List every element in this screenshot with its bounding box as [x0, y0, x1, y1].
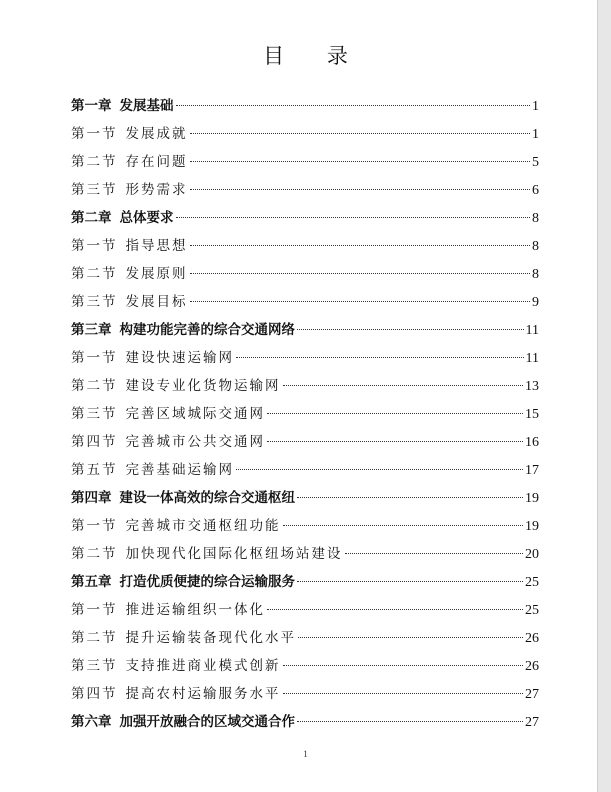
toc-section: [71, 400, 539, 428]
toc-entry-number: 第四节: [71, 434, 118, 450]
toc-entry-number: 第一章: [71, 98, 112, 114]
toc-entry-title: 建设专业化货物运输网: [125, 378, 281, 394]
toc-entry-title: 建设一体高效的综合交通枢纽: [119, 490, 295, 506]
toc-entry-title: 打造优质便捷的综合运输服务: [119, 574, 295, 590]
toc-entry-page: 17: [525, 463, 539, 478]
toc-entry-page: 9: [532, 295, 539, 310]
toc-entry-page: 8: [532, 267, 539, 282]
toc-entry-number: 第二节: [71, 154, 118, 170]
toc-entry-page: 6: [532, 183, 539, 198]
toc-section: [71, 288, 539, 316]
toc-entry-title: 存在问题: [125, 154, 188, 170]
toc-entry-number: 第一节: [71, 602, 118, 618]
toc-entry-title: 总体要求: [119, 210, 174, 226]
toc-section: [71, 176, 539, 204]
dot-leader: [297, 497, 523, 498]
toc-entry-number: 第一节: [71, 350, 118, 366]
toc-entry-page: 27: [525, 687, 539, 702]
toc-entry-page: 26: [525, 631, 539, 646]
dot-leader: [297, 721, 523, 722]
toc-entry-page: 13: [525, 379, 539, 394]
toc-entry-number: 第二节: [71, 630, 118, 646]
dot-leader: [267, 413, 523, 414]
toc-entry-title: 发展成就: [125, 126, 188, 142]
toc-entry-number: 第六章: [71, 714, 112, 730]
toc-entry-title: 形势需求: [125, 182, 188, 198]
toc-entry-number: 第四节: [71, 686, 118, 702]
toc-section: [71, 456, 539, 484]
toc-entry-page: 26: [525, 659, 539, 674]
toc-entry-title: 构建功能完善的综合交通网络: [119, 322, 295, 338]
toc-entry-number: 第三节: [71, 294, 118, 310]
toc-section: [71, 540, 539, 568]
toc-entry-page: 8: [532, 211, 539, 226]
toc-entry-number: 第四章: [71, 490, 112, 506]
toc-entry-page: 15: [525, 407, 539, 422]
toc-section: [71, 344, 539, 372]
toc-entry-title: 完善城市交通枢纽功能: [125, 518, 281, 534]
toc-entry-title: 建设快速运输网: [125, 350, 234, 366]
toc-section: [71, 680, 539, 708]
toc-chapter-6: [71, 708, 539, 736]
table-of-contents: [71, 92, 539, 736]
toc-chapter-5: [71, 568, 539, 596]
toc-entry-page: 1: [532, 99, 539, 114]
toc-section: [71, 372, 539, 400]
toc-entry-number: 第三节: [71, 658, 118, 674]
toc-entry-number: 第五节: [71, 462, 118, 478]
toc-chapter-2: [71, 204, 539, 232]
dot-leader: [297, 329, 524, 330]
toc-section: [71, 624, 539, 652]
dot-leader: [298, 637, 523, 638]
toc-entry-page: 25: [525, 603, 539, 618]
toc-entry-number: 第一节: [71, 518, 118, 534]
toc-chapter-4: [71, 484, 539, 512]
toc-entry-number: 第五章: [71, 574, 112, 590]
toc-entry-title: 完善基础运输网: [125, 462, 234, 478]
dot-leader: [236, 469, 523, 470]
dot-leader: [190, 301, 531, 302]
toc-section: [71, 596, 539, 624]
dot-leader: [267, 609, 523, 610]
dot-leader: [176, 217, 531, 218]
toc-entry-title: 指导思想: [125, 238, 188, 254]
toc-section: [71, 652, 539, 680]
toc-entry-number: 第一节: [71, 238, 118, 254]
toc-entry-page: 25: [525, 575, 539, 590]
toc-entry-number: 第二节: [71, 546, 118, 562]
toc-entry-number: 第三章: [71, 322, 112, 338]
toc-entry-title: 发展基础: [119, 98, 174, 114]
toc-entry-number: 第二节: [71, 378, 118, 394]
dot-leader: [267, 441, 523, 442]
dot-leader: [190, 133, 531, 134]
toc-entry-page: 1: [532, 127, 539, 142]
dot-leader: [283, 693, 524, 694]
toc-entry-page: 5: [532, 155, 539, 170]
toc-section: [71, 512, 539, 540]
toc-entry-title: 加强开放融合的区域交通合作: [119, 714, 295, 730]
page-title: 目 录: [263, 44, 366, 68]
toc-entry-number: 第三节: [71, 182, 118, 198]
toc-entry-title: 完善区域城际交通网: [125, 406, 265, 422]
toc-entry-title: 支持推进商业模式创新: [125, 658, 281, 674]
toc-entry-title: 发展原则: [125, 266, 188, 282]
toc-chapter-3: [71, 316, 539, 344]
toc-section: [71, 260, 539, 288]
dot-leader: [190, 161, 531, 162]
dot-leader: [345, 553, 524, 554]
toc-entry-title: 推进运输组织一体化: [125, 602, 265, 618]
toc-entry-page: 19: [525, 491, 539, 506]
toc-section: [71, 232, 539, 260]
dot-leader: [190, 273, 531, 274]
toc-entry-number: 第二章: [71, 210, 112, 226]
toc-chapter-1: [71, 92, 539, 120]
toc-entry-number: 第三节: [71, 406, 118, 422]
toc-section: [71, 148, 539, 176]
toc-entry-number: 第二节: [71, 266, 118, 282]
viewer-edge: [597, 0, 611, 792]
toc-entry-title: 提升运输装备现代化水平: [125, 630, 296, 646]
toc-entry-page: 16: [525, 435, 539, 450]
page-number: 1: [303, 749, 308, 759]
toc-entry-page: 8: [532, 239, 539, 254]
dot-leader: [236, 357, 524, 358]
dot-leader: [283, 525, 524, 526]
toc-entry-page: 20: [525, 547, 539, 562]
dot-leader: [176, 105, 531, 106]
dot-leader: [190, 189, 531, 190]
toc-section: [71, 120, 539, 148]
dot-leader: [190, 245, 531, 246]
toc-entry-page: 11: [525, 351, 539, 366]
toc-entry-page: 11: [525, 323, 539, 338]
toc-entry-page: 19: [525, 519, 539, 534]
toc-entry-page: 27: [525, 715, 539, 730]
toc-entry-number: 第一节: [71, 126, 118, 142]
toc-entry-title: 提高农村运输服务水平: [125, 686, 281, 702]
toc-section: [71, 428, 539, 456]
dot-leader: [297, 581, 523, 582]
dot-leader: [283, 665, 524, 666]
dot-leader: [283, 385, 524, 386]
toc-entry-title: 加快现代化国际化枢纽场站建设: [125, 546, 343, 562]
toc-entry-title: 发展目标: [125, 294, 188, 310]
toc-entry-title: 完善城市公共交通网: [125, 434, 265, 450]
